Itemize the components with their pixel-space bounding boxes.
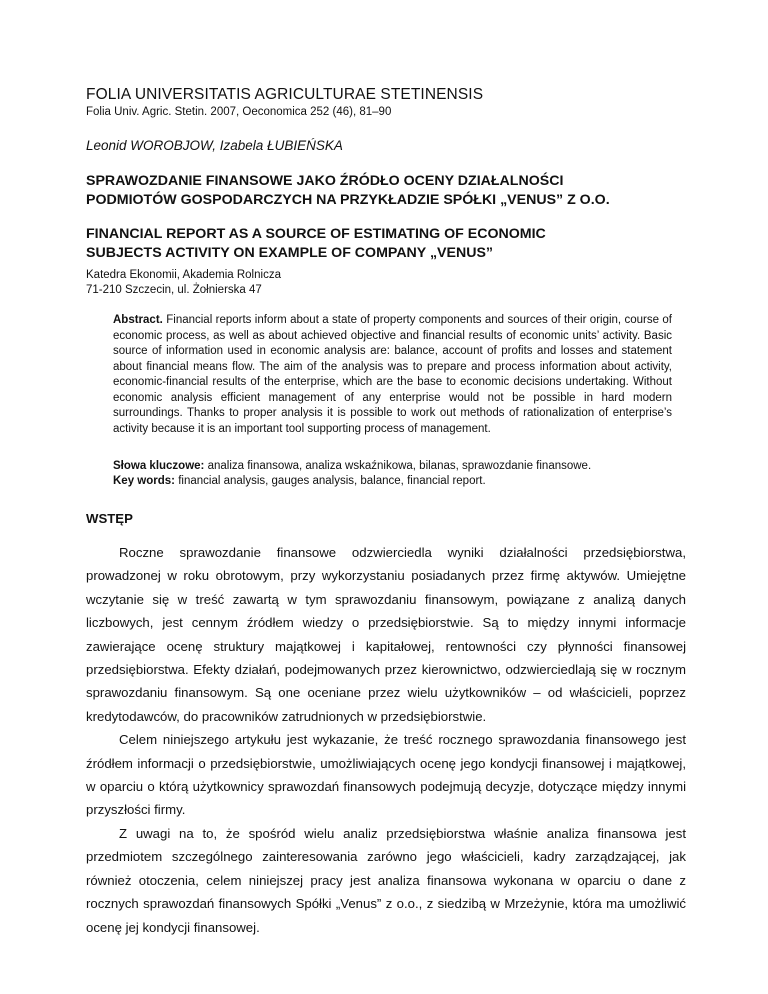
- title-polish-line-1: SPRAWOZDANIE FINANSOWE JAKO ŹRÓDŁO OCENY DZIAŁALNOŚCI: [86, 173, 564, 189]
- abstract-label: Abstract.: [113, 314, 163, 326]
- affiliation-department: Katedra Ekonomii, Akademia Rolnicza: [86, 269, 281, 281]
- title-polish-line-2: PODMIOTÓW GOSPODARCZYCH NA PRZYKŁADZIE SPÓŁKI „VENUS” Z O.O.: [86, 192, 610, 208]
- section-heading: WSTĘP: [86, 511, 133, 526]
- abstract: [113, 313, 672, 437]
- affiliation-address: 71-210 Szczecin, ul. Żołnierska 47: [86, 283, 262, 296]
- keywords-english-label: Key words:: [113, 474, 175, 487]
- abstract-text: Financial reports inform about a state of property components and sources of their origin, course of economic process, as well as about achieved objective and financial results of economic units’ activity. Basic source of information used in economic analysis are: balance, account of profits and losses and statement about financial means flow. The aim of the analysis was to prepare and process information about activity, economic-financial results of the enterprise, which are the base to economic decisions undertaking. Without economic analysis efficient management of any enterprise would not be possible in hard modern surroundings. Thanks to proper analysis it is possible to work out methods of rationalization of enterprise’s activity because it is an important tool supporting process of management.: [113, 314, 672, 435]
- keywords: [113, 459, 672, 488]
- title-polish: [86, 172, 610, 210]
- title-english: [86, 225, 546, 263]
- keywords-polish-text: analiza finansowa, analiza wskaźnikowa, bilanas, sprawozdanie finansowe.: [207, 460, 592, 472]
- title-english-line-2: SUBJECTS ACTIVITY ON EXAMPLE OF COMPANY „VENUS”: [86, 245, 494, 261]
- journal-citation: Folia Univ. Agric. Stetin. 2007, Oeconomica 252 (46), 81–90: [86, 106, 392, 118]
- paragraph-1: Roczne sprawozdanie finansowe odzwierciedla wyniki działalności przedsiębiorstwa, prowadzonej w roku obrotowym, przy wykorzystaniu posiadanych przez firmę aktywów. Umiejętne wczytanie się w treść zawartą w tym sprawozdaniu finansowym, powiązane z analizą danych liczbowych, jest cennym źródłem wiedzy o przedsiębiorstwie. Są to między innymi informacje zawierające ocenę struktury majątkowej i kapitałowej, rentowności czy płynności finansowej przedsiębiorstwa. Efekty działań, podejmowanych przez kierownictwo, odzwierciedlają się w rocznym sprawozdaniu finansowym. Są one oceniane przez wielu użytkowników – od właścicieli, poprzez kredytodawców, do pracowników zatrudnionych w przedsiębiorstwie.: [86, 545, 686, 724]
- paragraph-2: Celem niniejszego artykułu jest wykazanie, że treść rocznego sprawozdania finansowego jest źródłem informacji o przedsiębiorstwie, umożliwiających ocenę jego kondycji finansowej i majątkowej, w oparciu o którą użytkownicy sprawozdań finansowych podejmują decyzje, dotyczące między innymi przyszłości firmy.: [86, 732, 686, 818]
- keywords-polish: [113, 459, 672, 474]
- journal-name: FOLIA UNIVERSITATIS AGRICULTURAE STETINENSIS: [86, 86, 484, 103]
- body-text: [86, 541, 686, 939]
- paragraph-3: Z uwagi na to, że spośród wielu analiz przedsiębiorstwa właśnie analiza finansowa jest przedmiotem szczególnego zainteresowania zarówno jego właścicieli, kadry zarządzającej, jak również otoczenia, celem niniejszej pracy jest analiza finansowa wykonana w oparciu o dane z rocznych sprawozdań finansowych Spółki „Venus” z o.o., z siedzibą w Mrzeżynie, która ma umożliwić ocenę jej kondycji finansowej.: [86, 825, 686, 935]
- keywords-english-text: financial analysis, gauges analysis, balance, financial report.: [178, 474, 486, 487]
- keywords-english: [113, 474, 672, 489]
- authors: Leonid WOROBJOW, Izabela ŁUBIEŃSKA: [86, 138, 343, 153]
- affiliation: [86, 268, 281, 297]
- keywords-polish-label: Słowa kluczowe:: [113, 460, 205, 472]
- title-english-line-1: FINANCIAL REPORT AS A SOURCE OF ESTIMATING OF ECONOMIC: [86, 226, 546, 242]
